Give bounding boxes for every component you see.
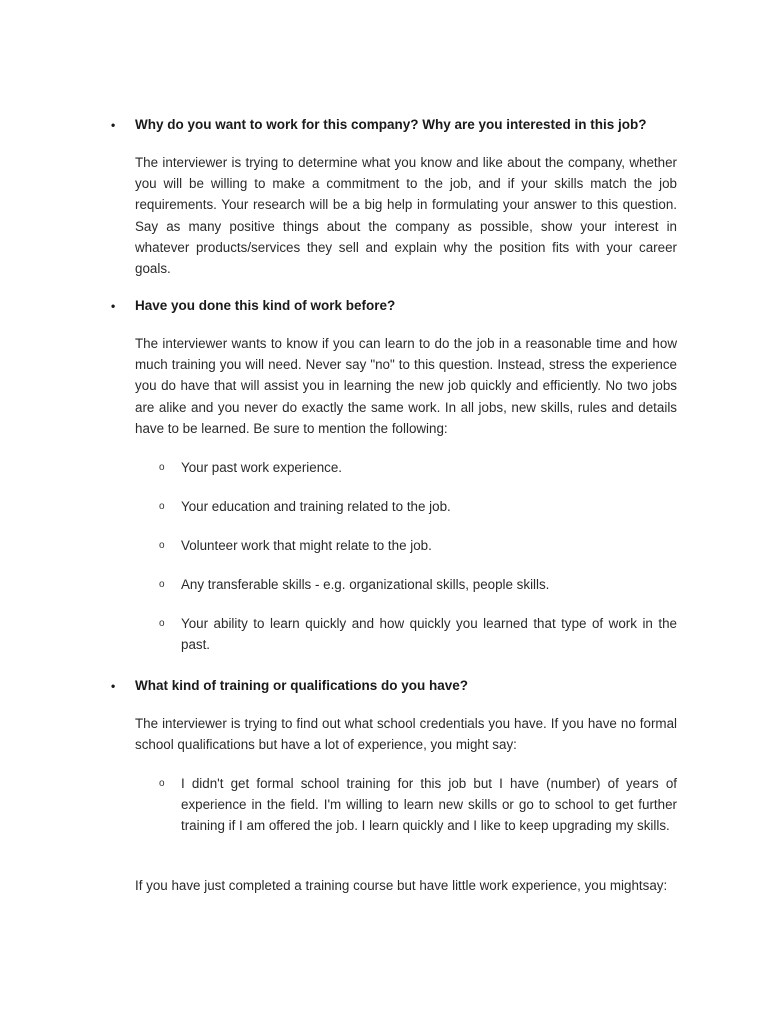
list-item-text: Volunteer work that might relate to the job.: [181, 538, 432, 553]
circle-bullet-icon: o: [159, 501, 165, 512]
answer-paragraph: The interviewer wants to know if you can learn to do the job in a reasonable time and how much training you will need. Never say "no" to this question. Instead, stress the experience you do have that will assist you in learning the new job quickly and efficiently. No two jobs are alike and you never do exactly the same work. In all jobs, new skills, rules and details have to be learned. Be sure to mention the following:: [135, 336, 677, 436]
question-heading: [111, 295, 711, 317]
circle-bullet-icon: o: [159, 579, 165, 590]
bullet-icon: •: [111, 118, 116, 132]
list-item: [159, 457, 677, 478]
question-text: What kind of training or qualifications do you have?: [135, 678, 469, 693]
answer-paragraph: The interviewer is trying to determine what you know and like about the company, whether you will be willing to make a commitment to the job, and if your skills match the job requirements. Your research will be a big help in formulating your answer to this question. Say as many positive things about the company as possible, show your interest in whatever products/services they sell and explain why the position fits with your career goals.: [135, 155, 677, 277]
list-item: [159, 613, 677, 655]
list-item-text: Your past work experience.: [181, 460, 343, 475]
circle-bullet-icon: o: [159, 778, 165, 789]
list-item-text: Your education and training related to the job.: [181, 499, 451, 514]
list-item: [159, 496, 677, 517]
list-item-text: I didn't get formal school training for this job but I have (number) of years of experience in the field. I'm willing to learn new skills or go to school to get further training if I am offered the job. I learn quickly and I like to keep upgrading my skills.: [181, 776, 677, 834]
circle-bullet-icon: o: [159, 540, 165, 551]
list-item-text: Any transferable skills - e.g. organizational skills, people skills.: [181, 577, 550, 592]
list-item: [159, 574, 677, 595]
answer-paragraph: The interviewer is trying to find out what school credentials you have. If you have no formal school qualifications but have a lot of experience, you might say:: [135, 716, 677, 753]
closing-paragraph: If you have just completed a training course but have little work experience, you mightsay:: [135, 878, 668, 893]
circle-bullet-icon: o: [159, 618, 165, 629]
bullet-icon: •: [111, 299, 116, 313]
question-text: Have you done this kind of work before?: [135, 298, 396, 313]
question-heading: [111, 114, 711, 136]
question-text: Why do you want to work for this company? Why are you interested in this job?: [135, 117, 647, 132]
list-item-text: Your ability to learn quickly and how quickly you learned that type of work in the past.: [181, 616, 677, 653]
bullet-icon: •: [111, 679, 116, 693]
list-item: [159, 535, 677, 556]
circle-bullet-icon: o: [159, 462, 165, 473]
question-heading: [111, 675, 711, 697]
list-item: [159, 773, 677, 837]
